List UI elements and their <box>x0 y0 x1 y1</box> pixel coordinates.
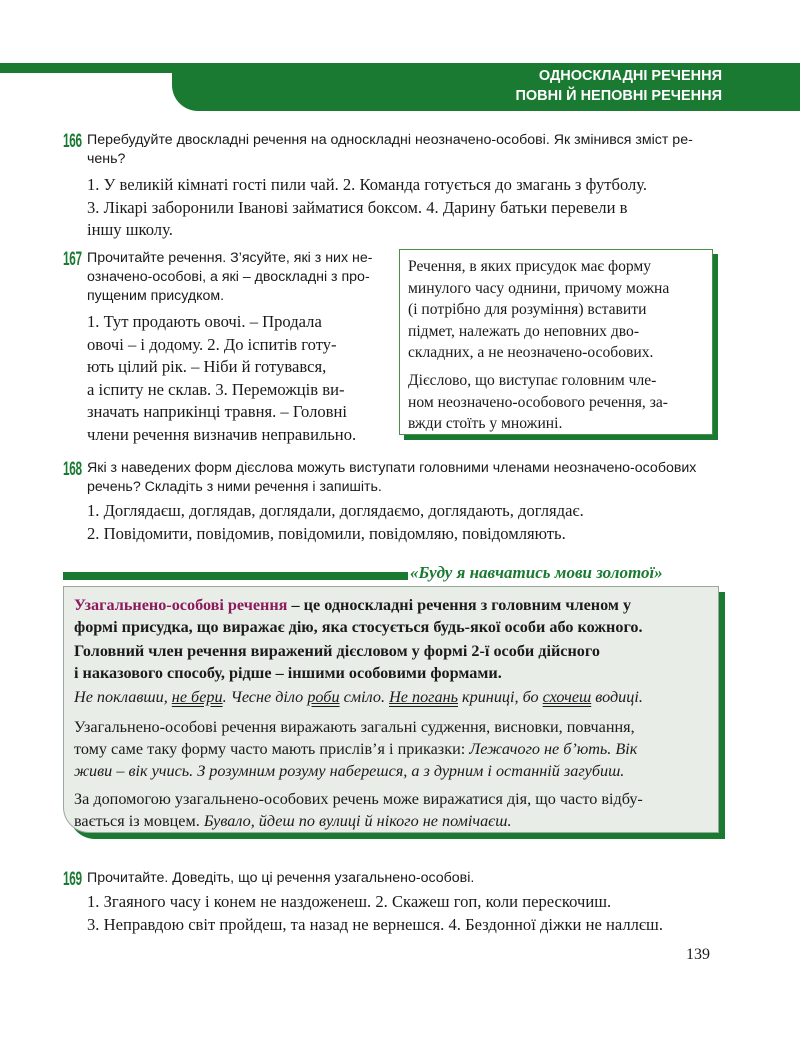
text-line: 1. У великій кімнаті гості пили чай. 2. Команда готується до змагань з футболу. <box>87 175 648 194</box>
rule-paragraph-1 <box>408 256 703 364</box>
rule-line: підмет, належать до неповних дво- <box>408 322 640 340</box>
text-line: 1. Доглядаєш, доглядав, доглядали, доглядаємо, доглядають, доглядає. <box>87 501 584 520</box>
example-predicate: не бери <box>171 688 223 706</box>
rule-line: складних, а не неозначено-особових. <box>408 344 654 361</box>
exercise-168-text <box>87 500 719 545</box>
rule-line: (і потрібно для розуміння) вставити <box>408 301 647 318</box>
motto-heading: «Буду я навчатись мови золотої» <box>410 563 663 582</box>
paragraph-line <box>74 810 706 832</box>
instruction-line: Прочитайте речення. З’ясуйте, які з них не- <box>87 250 373 266</box>
definition-line-1 <box>74 594 706 616</box>
text-line: 3. Неправдою світ пройдеш, та назад не вернешся. 4. Бездонної діжки не наллєш. <box>87 914 663 934</box>
proverb-example: живи – вік учись. З розумним розуму наберешся, а з дурним і останній загубиш. <box>74 762 625 780</box>
text-line: овочі – і додому. 2. До іспитів готу- <box>87 334 337 354</box>
predicate-rule <box>74 640 706 684</box>
example-predicate: роби <box>307 688 340 706</box>
proverbs-paragraph <box>74 716 706 782</box>
exercise-167-instruction <box>87 249 387 306</box>
rule-line: Дієслово, що виступає головним чле- <box>408 372 657 389</box>
section-title-line1: ОДНОСКЛАДНІ РЕЧЕННЯ <box>538 68 722 84</box>
term: Узагальнено-особові речення <box>74 596 288 614</box>
text-line: 2. Повідомити, повідомив, повідомили, повідомляю, повідомляють. <box>87 523 566 543</box>
section-title <box>515 66 722 106</box>
instruction-line: речень? Складіть з ними речення і запишіть. <box>87 479 382 495</box>
exercise-169-instruction: Прочитайте. Доведіть, що ці речення узагальнено-особові. <box>87 870 475 886</box>
examples-line <box>74 686 706 708</box>
example-text: сміло. <box>339 688 390 706</box>
example-text: криниці, бо <box>457 688 543 706</box>
text-line: іншу школу. <box>87 220 173 239</box>
text-line: члени речення визначив неправильно. <box>87 424 357 444</box>
text-line: 1. Тут продають овочі. – Продала <box>87 312 322 331</box>
exercise-number-167: 167 <box>63 249 82 270</box>
definition <box>74 594 706 638</box>
instruction-line: чень? <box>87 151 126 167</box>
exercise-number-169: 169 <box>63 869 82 890</box>
exercise-number-168: 168 <box>63 459 82 480</box>
example-text: . Чесне діло <box>222 688 308 706</box>
example-predicate: Не погань <box>389 688 458 706</box>
section-title-line2: ПОВНІ Й НЕПОВНІ РЕЧЕННЯ <box>515 88 722 104</box>
rule-line: ном неозначено-особового речення, за- <box>408 393 668 411</box>
instruction-line: Перебудуйте двоскладні речення на односкладні неозначено-особові. Як змінився зміст ре- <box>87 132 693 148</box>
rule-line: Речення, в яких присудок має форму <box>408 258 652 275</box>
text-line: значать наприкінці травня. – Головні <box>87 402 347 421</box>
speaker-paragraph <box>74 788 706 832</box>
exercise-166-text <box>87 174 719 242</box>
paragraph-line: За допомогою узагальнено-особових речень може виражатися дія, що часто відбу- <box>74 790 643 808</box>
example-text: водиці. <box>591 688 643 706</box>
instruction-line: означено-особові, а які – двоскладні з про- <box>87 269 370 285</box>
text-line: ють цілий рік. – Ніби й готувався, <box>87 357 327 376</box>
speaker-example: Бувало, йдеш по вулиці й нікого не помічаєш. <box>203 812 512 830</box>
page-number: 139 <box>686 946 710 963</box>
proverb-example: Лежачого не б’ють. Вік <box>469 740 638 758</box>
theory-box <box>63 586 719 833</box>
exercise-168-instruction <box>87 459 727 497</box>
paragraph-line <box>74 738 706 760</box>
exercise-166-instruction <box>87 131 727 169</box>
definition-line-2: формі присудка, що виражає дію, яка стосується будь-якої особи або кожного. <box>74 618 643 636</box>
rule-line: і наказового способу, рідше – іншими особовими формами. <box>74 664 502 682</box>
example-text: Не поклавши, <box>74 688 172 706</box>
paragraph-text: вається із мовцем. <box>74 812 204 830</box>
paragraph-text: тому саме таку форму часто мають прислів’я і приказки: <box>74 740 470 758</box>
exercise-167-text <box>87 311 387 446</box>
rule-line: минулого часу однини, причому можна <box>408 279 670 297</box>
motto-rule <box>63 572 408 580</box>
text-line: а іспиту не склав. 3. Переможців ви- <box>87 379 345 399</box>
definition-rest: – це односкладні речення з головним членом у <box>287 596 632 614</box>
exercise-169-text <box>87 891 727 936</box>
text-line: 1. Згаяного часу і конем не наздоженеш. 2. Скажеш гоп, коли перескочиш. <box>87 892 612 911</box>
rule-line: вжди стоїть у множині. <box>408 415 563 432</box>
text-line: 3. Лікарі заборонили Іванові займатися боксом. 4. Дарину батьки перевели в <box>87 197 628 217</box>
rule-paragraph-2 <box>408 370 703 435</box>
rule-note-box <box>399 249 713 435</box>
instruction-line: Які з наведених форм дієслова можуть виступати головними членами неозначено-особових <box>87 460 697 476</box>
example-predicate: схочеш <box>542 688 592 706</box>
exercise-number-166: 166 <box>63 131 82 152</box>
paragraph-line: Узагальнено-особові речення виражають загальні судження, висновки, повчання, <box>74 718 635 736</box>
instruction-line: пущеним присудком. <box>87 288 225 304</box>
rule-line: Головний член речення виражений дієсловом у формі 2-ї особи дійсного <box>74 642 600 660</box>
